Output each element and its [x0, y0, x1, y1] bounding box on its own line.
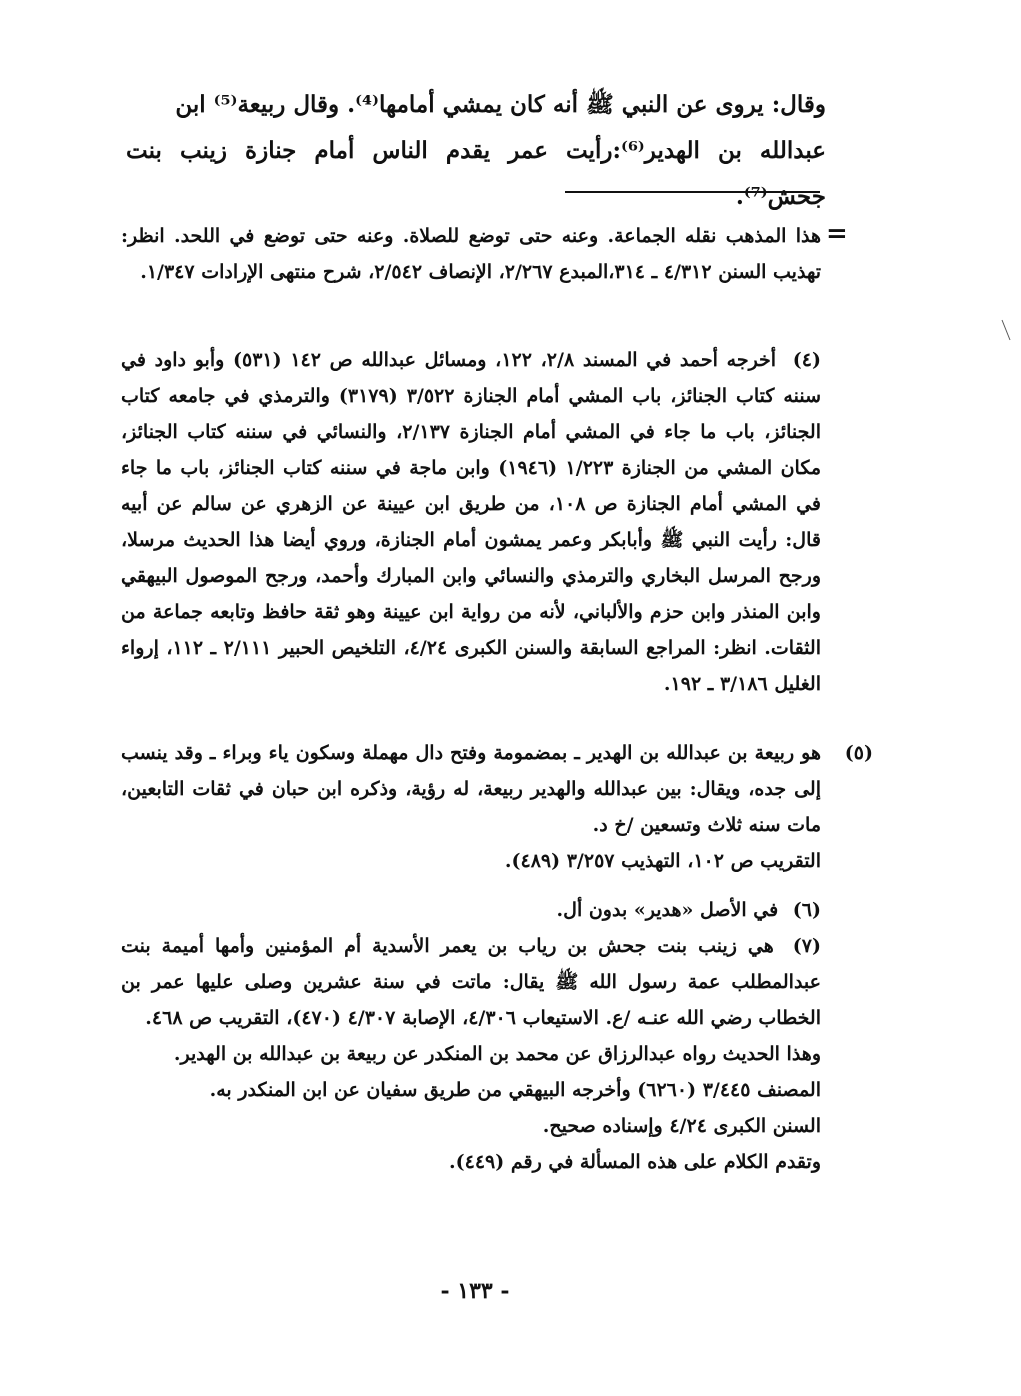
footnote-4: [121, 342, 821, 702]
footnote-7-number: (٧): [792, 935, 821, 957]
margin-scan-mark: [1000, 318, 1012, 342]
footnote-5-text: هو ربيعة بن عبدالله بن الهدير ـ بمضمومة وفتح دال مهملة وسكون ياء وبراء ـ وقد ينسب إلى جده، ويقال: بين عبدالله والهدير ربيعة، له رؤية، وذكره ابن حبان في ثقات التابعين، مات سنه ثلاث وتسعين /خ د.: [121, 742, 821, 836]
footnote-4-number: (٤): [792, 349, 822, 371]
footnote-5: [121, 735, 873, 879]
main-text-block: [126, 82, 826, 220]
main-text-line-1: وقال: يروى عن النبي ﷺ أنه كان يمشي أمامها⁽⁴⁾. وقال ربيعة⁽⁵⁾ ابن: [175, 91, 826, 118]
page-number: - ١٣٣ -: [440, 1278, 510, 1304]
footnote-continuation: [121, 218, 821, 290]
continuation-mark: =: [826, 219, 848, 249]
footnote-7: [121, 928, 821, 1180]
footnote-7-extra-3: السنن الكبرى ٤/٢٤ وإسناده صحيح.: [542, 1115, 821, 1137]
footnote-7-extra-4: وتقدم الكلام على هذه المسألة في رقم (٤٤٩).: [449, 1151, 821, 1173]
footnote-7-extra-1: وهذا الحديث رواه عبدالرزاق عن محمد بن المنكدر عن ربيعة بن عبدالله بن الهدير.: [173, 1043, 821, 1065]
footnote-6: [121, 892, 821, 928]
main-text-line-2: عبدالله بن الهدير⁽⁶⁾:رأيت عمر يقدم الناس أمام جنازة زينب بنت جحش⁽⁷⁾.: [126, 137, 826, 210]
footnote-6-text: في الأصل «هدير» بدون أل.: [556, 899, 779, 921]
footnote-continuation-text: هذا المذهب نقله الجماعة. وعنه حتى توضع للصلاة. وعنه حتى توضع في اللحد. انظر: تهذيب السنن ٤/٣١٢ ـ ٣١٤،المبدع ٢/٢٦٧، الإنصاف ٢/٥٤٢، شرح منتهى الإرادات ١/٣٤٧.: [121, 225, 821, 283]
footnote-5-number: (٥): [844, 742, 873, 764]
footnote-7-text: هي زينب بنت جحش بن رياب بن يعمر الأسدية أم المؤمنين وأمها أميمة بنت عبدالمطلب عمة رسول الله ﷺ يقال: ماتت في سنة عشرين وصلى عليها عمر بن الخطاب رضي الله عنـه /ع. الاستيعاب ٤/٣٠٦، الإصابة ٤/٣٠٧ (٤٧٠)، التقريب ص ٤٦٨.: [121, 935, 821, 1029]
footnote-5-ref: التقريب ص ١٠٢، التهذيب ٣/٢٥٧ (٤٨٩).: [504, 850, 821, 872]
footnote-7-extra-2: المصنف ٣/٤٤٥ (٦٢٦٠) وأخرجه البيهقي من طريق سفيان عن ابن المنكدر به.: [209, 1079, 821, 1101]
footnote-separator-rule: [565, 191, 820, 193]
footnote-4-text: أخرجه أحمد في المسند ٢/٨، ١٢٢، ومسائل عبدالله ص ١٤٢ (٥٣١) وأبو داود في سننه كتاب الجنائز، باب المشي أمام الجنازة ٣/٥٢٢ (٣١٧٩) والترمذي في جامعه كتاب الجنائز، باب ما جاء في المشي أمام الجنازة ٢/١٣٧، والنسائي في سننه كتاب الجنائز، مكان المشي من الجنازة ١/٢٢٣ (١٩٤٦) وابن ماجة في سننه كتاب الجنائز، باب ما جاء في المشي أمام الجنازة ص ١٠٨، من طريق ابن عيينة عن الزهري عن سالم عن أبيه قال: رأيت النبي ﷺ وأبابكر وعمر يمشون أمام الجنازة، وروي أيضا هذا الحديث مرسلا، ورجح المرسل البخاري والترمذي والنسائي وابن المبارك وأحمد، ورجح الموصول البيهقي وابن المنذر وابن حزم والألباني، لأنه من رواية ابن عيينة وهو ثقة حافظ وتابعه جماعة من الثقات. انظر: المراجع السابقة والسنن الكبرى ٤/٢٤، التلخيص الحبير ٢/١١١ ـ ١١٢، إرواء الغليل ٣/١٨٦ ـ ١٩٢.: [121, 349, 821, 695]
footnote-6-number: (٦): [792, 899, 821, 921]
